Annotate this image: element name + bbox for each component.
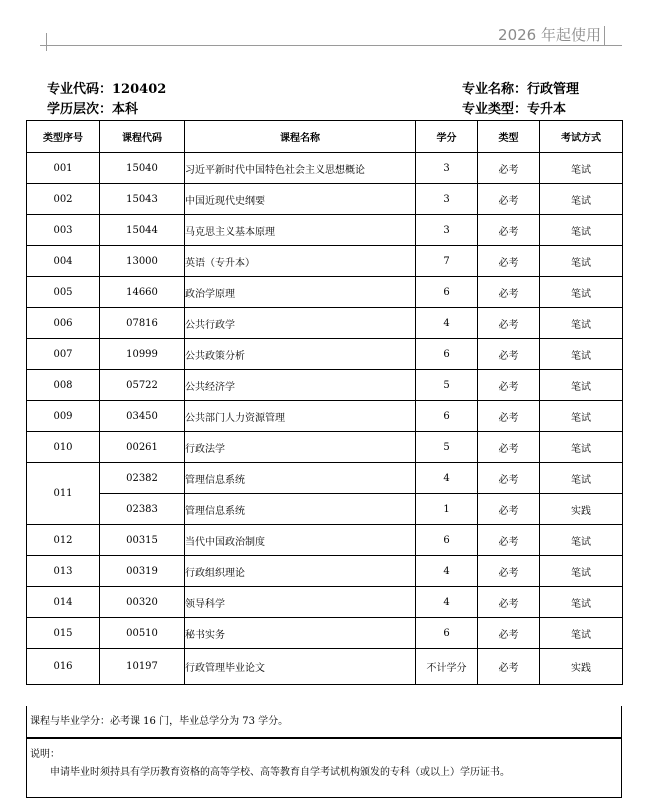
cell-seq: 012	[27, 525, 100, 556]
cell-seq: 004	[27, 246, 100, 277]
cell-code: 00315	[100, 525, 185, 556]
cell-type: 必考	[478, 277, 540, 308]
cell-name: 管理信息系统	[185, 494, 416, 525]
table-row	[27, 215, 623, 246]
header-note: 2026 年起使用	[498, 26, 601, 44]
cell-credit: 6	[416, 339, 478, 370]
cell-credit: 4	[416, 587, 478, 618]
notes-text: 申请毕业时须持具有学历教育资格的高等学校、高等教育自学考试机构颁发的专科（或以上）学历证书。	[50, 767, 510, 778]
cell-exam: 笔试	[540, 432, 623, 463]
cell-credit: 5	[416, 370, 478, 401]
cell-name: 英语（专升本）	[185, 246, 416, 277]
cell-exam: 笔试	[540, 277, 623, 308]
table-row	[27, 649, 623, 685]
cell-type: 必考	[478, 308, 540, 339]
cell-exam: 笔试	[540, 618, 623, 649]
cell-type: 必考	[478, 494, 540, 525]
cell-code: 10999	[100, 339, 185, 370]
cell-exam: 笔试	[540, 246, 623, 277]
cell-credit: 1	[416, 494, 478, 525]
table-row	[27, 587, 623, 618]
notes-label: 说明：	[30, 749, 60, 760]
crop-mark-left	[46, 33, 47, 51]
header-rule	[46, 45, 604, 46]
col-header-exam: 考试方式	[540, 121, 623, 153]
cell-code: 00510	[100, 618, 185, 649]
cell-seq: 010	[27, 432, 100, 463]
col-header-name: 课程名称	[185, 121, 416, 153]
cell-name: 马克思主义基本原理	[185, 215, 416, 246]
cell-type: 必考	[478, 401, 540, 432]
cell-name: 中国近现代史纲要	[185, 184, 416, 215]
cell-credit: 4	[416, 463, 478, 494]
cell-name: 管理信息系统	[185, 463, 416, 494]
cell-credit: 3	[416, 184, 478, 215]
cell-credit: 4	[416, 556, 478, 587]
cell-type: 必考	[478, 463, 540, 494]
cell-name: 行政法学	[185, 432, 416, 463]
cell-seq: 001	[27, 153, 100, 184]
cell-seq: 013	[27, 556, 100, 587]
cell-code: 15040	[100, 153, 185, 184]
crop-mark-right-h	[604, 45, 622, 46]
col-header-seq: 类型序号	[27, 121, 100, 153]
cell-name: 秘书实务	[185, 618, 416, 649]
cell-code: 03450	[100, 401, 185, 432]
cell-exam: 笔试	[540, 463, 623, 494]
cell-exam: 笔试	[540, 184, 623, 215]
cell-exam: 笔试	[540, 370, 623, 401]
cell-code: 05722	[100, 370, 185, 401]
cell-name: 行政管理毕业论文	[185, 649, 416, 685]
cell-exam: 笔试	[540, 556, 623, 587]
col-header-type: 类型	[478, 121, 540, 153]
cell-credit: 6	[416, 618, 478, 649]
cell-code: 13000	[100, 246, 185, 277]
cell-name: 习近平新时代中国特色社会主义思想概论	[185, 153, 416, 184]
cell-exam: 实践	[540, 494, 623, 525]
program-code: 专业代码：120402	[47, 82, 167, 97]
table-row	[27, 308, 623, 339]
cell-seq: 011	[27, 463, 100, 525]
cell-credit: 3	[416, 153, 478, 184]
table-header-row	[27, 121, 623, 153]
table-row	[27, 277, 623, 308]
cell-type: 必考	[478, 556, 540, 587]
cell-seq: 008	[27, 370, 100, 401]
cell-type: 必考	[478, 184, 540, 215]
cell-seq: 002	[27, 184, 100, 215]
cell-exam: 笔试	[540, 525, 623, 556]
cell-seq: 009	[27, 401, 100, 432]
cell-code: 15044	[100, 215, 185, 246]
cell-name: 政治学原理	[185, 277, 416, 308]
cell-type: 必考	[478, 649, 540, 685]
crop-mark-right	[604, 26, 605, 46]
col-header-code: 课程代码	[100, 121, 185, 153]
cell-credit: 5	[416, 432, 478, 463]
cell-credit: 7	[416, 246, 478, 277]
table-row	[27, 401, 623, 432]
cell-seq: 014	[27, 587, 100, 618]
cell-type: 必考	[478, 153, 540, 184]
cell-exam: 笔试	[540, 215, 623, 246]
cell-type: 必考	[478, 432, 540, 463]
table-row	[27, 494, 623, 525]
cell-name: 当代中国政治制度	[185, 525, 416, 556]
course-table	[26, 120, 623, 685]
notes-section	[26, 738, 622, 798]
table-row	[27, 556, 623, 587]
table-row	[27, 246, 623, 277]
cell-seq: 005	[27, 277, 100, 308]
cell-code: 10197	[100, 649, 185, 685]
cell-credit: 6	[416, 525, 478, 556]
cell-type: 必考	[478, 587, 540, 618]
cell-code: 07816	[100, 308, 185, 339]
cell-name: 公共经济学	[185, 370, 416, 401]
cell-type: 必考	[478, 215, 540, 246]
program-name: 专业名称：行政管理	[462, 82, 580, 97]
cell-seq: 007	[27, 339, 100, 370]
cell-name: 公共行政学	[185, 308, 416, 339]
cell-exam: 笔试	[540, 401, 623, 432]
cell-code: 02383	[100, 494, 185, 525]
cell-type: 必考	[478, 525, 540, 556]
cell-seq: 003	[27, 215, 100, 246]
table-row	[27, 463, 623, 494]
table-row	[27, 339, 623, 370]
cell-exam: 笔试	[540, 339, 623, 370]
cell-type: 必考	[478, 618, 540, 649]
cell-name: 公共政策分析	[185, 339, 416, 370]
cell-exam: 实践	[540, 649, 623, 685]
table-row	[27, 618, 623, 649]
cell-name: 行政组织理论	[185, 556, 416, 587]
program-level: 学历层次：本科	[47, 102, 139, 117]
cell-credit: 4	[416, 308, 478, 339]
cell-exam: 笔试	[540, 587, 623, 618]
cell-code: 02382	[100, 463, 185, 494]
cell-name: 公共部门人力资源管理	[185, 401, 416, 432]
table-row	[27, 432, 623, 463]
cell-code: 00320	[100, 587, 185, 618]
cell-code: 14660	[100, 277, 185, 308]
cell-credit: 6	[416, 401, 478, 432]
table-row	[27, 525, 623, 556]
cell-code: 15043	[100, 184, 185, 215]
cell-type: 必考	[478, 246, 540, 277]
program-type: 专业类型：专升本	[462, 102, 567, 117]
cell-seq: 015	[27, 618, 100, 649]
table-row	[27, 153, 623, 184]
credit-summary: 课程与毕业学分：必考课 16 门，毕业总学分为 73 学分。	[26, 706, 622, 738]
table-row	[27, 184, 623, 215]
cell-type: 必考	[478, 370, 540, 401]
col-header-credit: 学分	[416, 121, 478, 153]
cell-name: 领导科学	[185, 587, 416, 618]
cell-type: 必考	[478, 339, 540, 370]
cell-exam: 笔试	[540, 308, 623, 339]
cell-code: 00319	[100, 556, 185, 587]
cell-exam: 笔试	[540, 153, 623, 184]
cell-credit: 不计学分	[416, 649, 478, 685]
cell-code: 00261	[100, 432, 185, 463]
table-row	[27, 370, 623, 401]
cell-seq: 006	[27, 308, 100, 339]
cell-seq: 016	[27, 649, 100, 685]
cell-credit: 6	[416, 277, 478, 308]
cell-credit: 3	[416, 215, 478, 246]
